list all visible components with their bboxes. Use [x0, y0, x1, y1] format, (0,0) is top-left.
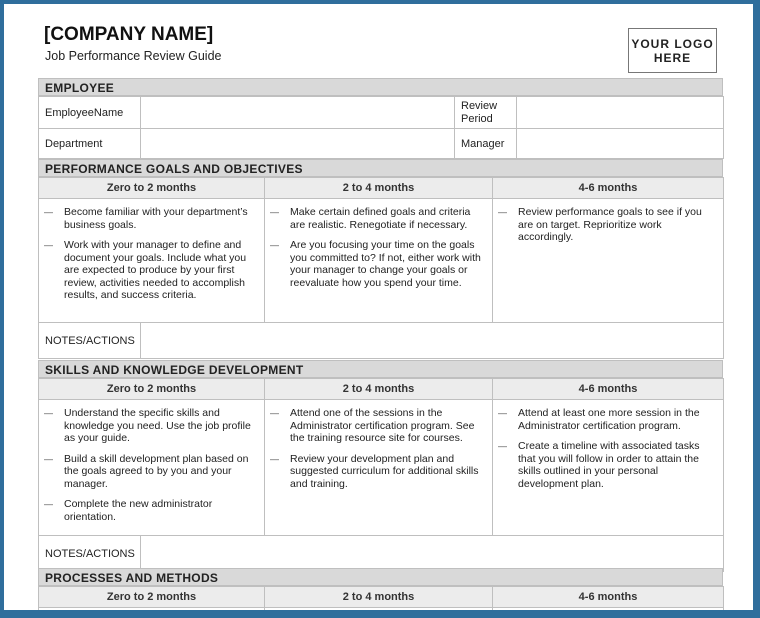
list-item: — Become familiar with your department’s business goals. — [44, 206, 258, 231]
processes-col-3 — [493, 608, 724, 611]
employee-name-field[interactable] — [141, 97, 455, 129]
processes-col-header-3: 4-6 months — [493, 587, 724, 608]
review-period-field[interactable] — [517, 97, 724, 129]
section-skills-title: SKILLS AND KNOWLEDGE DEVELOPMENT — [38, 360, 723, 378]
processes-col-header-1: Zero to 2 months — [39, 587, 265, 608]
list-item: — Build a skill development plan based on the goals agreed to by you and your manager. — [44, 453, 258, 491]
skills-col-header-2: 2 to 4 months — [265, 379, 493, 400]
goals-notes-label: NOTES/ACTIONS — [39, 323, 141, 359]
manager-label: Manager — [455, 129, 517, 159]
list-item: — Review performance goals to see if you are on target. Reprioritize work accordingly. — [498, 206, 717, 244]
processes-col-2 — [265, 608, 493, 611]
list-item: — Understand the specific skills and knowledge you need. Use the job profile as your guide. — [44, 407, 258, 445]
skills-col-1 — [39, 400, 265, 536]
skills-col-header-3: 4-6 months — [493, 379, 724, 400]
department-field[interactable] — [141, 129, 455, 159]
manager-field[interactable] — [517, 129, 724, 159]
skills-col-header-1: Zero to 2 months — [39, 379, 265, 400]
list-item: — Create a timeline with associated tasks that you will follow in order to attain the skills outlined in your personal development plan. — [498, 440, 717, 490]
goals-col-3 — [493, 199, 724, 323]
document-page — [4, 4, 753, 610]
skills-notes-field[interactable] — [141, 536, 724, 572]
employee-table — [38, 96, 724, 159]
goals-col-header-3: 4-6 months — [493, 178, 724, 199]
section-processes-title: PROCESSES AND METHODS — [38, 568, 723, 586]
list-item: — Attend one of the sessions in the Administrator certification program. See the training resource site for courses. — [270, 407, 486, 445]
list-item: — Are you focusing your time on the goals you committed to? If not, either work with your manager to change your goals or reevaluate how you spend your time. — [270, 239, 486, 289]
goals-table — [38, 177, 724, 359]
logo-placeholder: YOUR LOGO HERE — [628, 28, 717, 73]
review-period-label: Review Period — [455, 97, 517, 129]
list-item: — Review your development plan and suggested curriculum for additional skills and training. — [270, 453, 486, 491]
skills-col-2 — [265, 400, 493, 536]
skills-col-3 — [493, 400, 724, 536]
list-item: — Work with your manager to define and document your goals. Include what you are expected to produce by your first review, activities needed to accomplish results, and success criteria. — [44, 239, 258, 302]
document-subtitle: Job Performance Review Guide — [45, 49, 222, 63]
section-employee-title: EMPLOYEE — [38, 78, 723, 96]
processes-col-1 — [39, 608, 265, 611]
company-name: [COMPANY NAME] — [44, 24, 214, 45]
goals-col-header-1: Zero to 2 months — [39, 178, 265, 199]
goals-col-header-2: 2 to 4 months — [265, 178, 493, 199]
list-item: — Attend at least one more session in the Administrator certification program. — [498, 407, 717, 432]
goals-notes-field[interactable] — [141, 323, 724, 359]
skills-table — [38, 378, 724, 572]
list-item: — Make certain defined goals and criteria are realistic. Renegotiate if necessary. — [270, 206, 486, 231]
processes-table — [38, 586, 724, 610]
goals-col-1 — [39, 199, 265, 323]
employee-name-label: EmployeeName — [39, 97, 141, 129]
section-goals-title: PERFORMANCE GOALS AND OBJECTIVES — [38, 159, 723, 177]
goals-col-2 — [265, 199, 493, 323]
processes-col-header-2: 2 to 4 months — [265, 587, 493, 608]
department-label: Department — [39, 129, 141, 159]
skills-notes-label: NOTES/ACTIONS — [39, 536, 141, 572]
list-item: — Complete the new administrator orientation. — [44, 498, 258, 523]
